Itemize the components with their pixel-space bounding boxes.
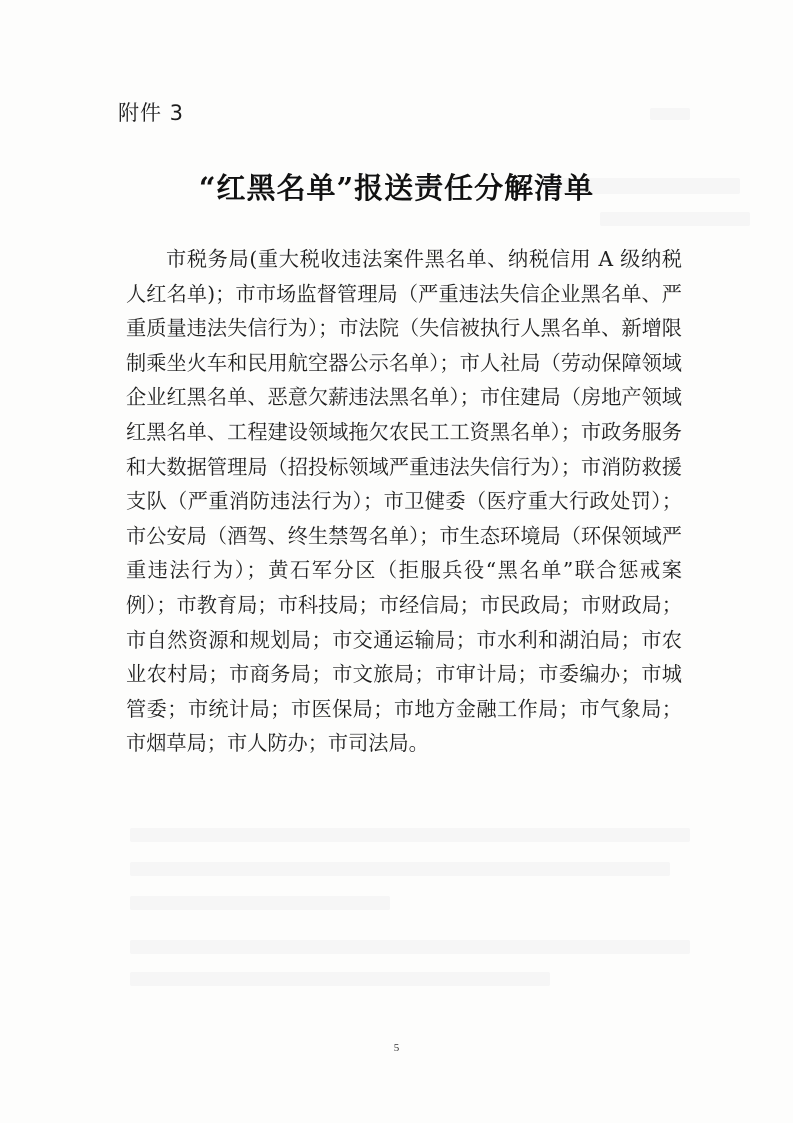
scan-artifact	[130, 896, 390, 910]
scan-artifact	[130, 972, 550, 986]
attachment-label: 附件 3	[118, 101, 185, 125]
document-body: 市税务局(重大税收违法案件黑名单、纳税信用 A 级纳税人红名单)；市市场监督管理局（严重违法失信企业黑名单、严重质量违法失信行为）；市法院（失信被执行人黑名单、新增限制乘坐火车和民用航空器公示名单）；市人社局（劳动保障领域企业红黑名单、恶意欠薪违法黑名单）；市住建局（房地产领域红黑名单、工程建设领域拖欠农民工工资黑名单）；市政务服务和大数据管理局（招投标领域严重违法失信行为）；市消防救援支队（严重消防违法行为）；市卫健委（医疗重大行政处罚）；市公安局（酒驾、终生禁驾名单）；市生态环境局（环保领域严重违法行为）；黄石军分区（拒服兵役“黑名单”联合惩戒案例）；市教育局；市科技局；市经信局；市民政局；市财政局；市自然资源和规划局；市交通运输局；市水利和湖泊局；市农业农村局；市商务局；市文旅局；市审计局；市委编办；市城管委；市统计局；市医保局；市地方金融工作局；市气象局；市烟草局；市人防办；市司法局。	[126, 247, 682, 756]
document-title: “红黑名单”报送责任分解清单	[198, 171, 595, 205]
scan-artifact	[130, 828, 690, 842]
page-number: 5	[393, 1042, 400, 1054]
scan-artifact	[650, 108, 690, 120]
scan-artifact	[130, 940, 690, 954]
scan-artifact	[600, 212, 750, 226]
scan-artifact	[130, 862, 670, 876]
